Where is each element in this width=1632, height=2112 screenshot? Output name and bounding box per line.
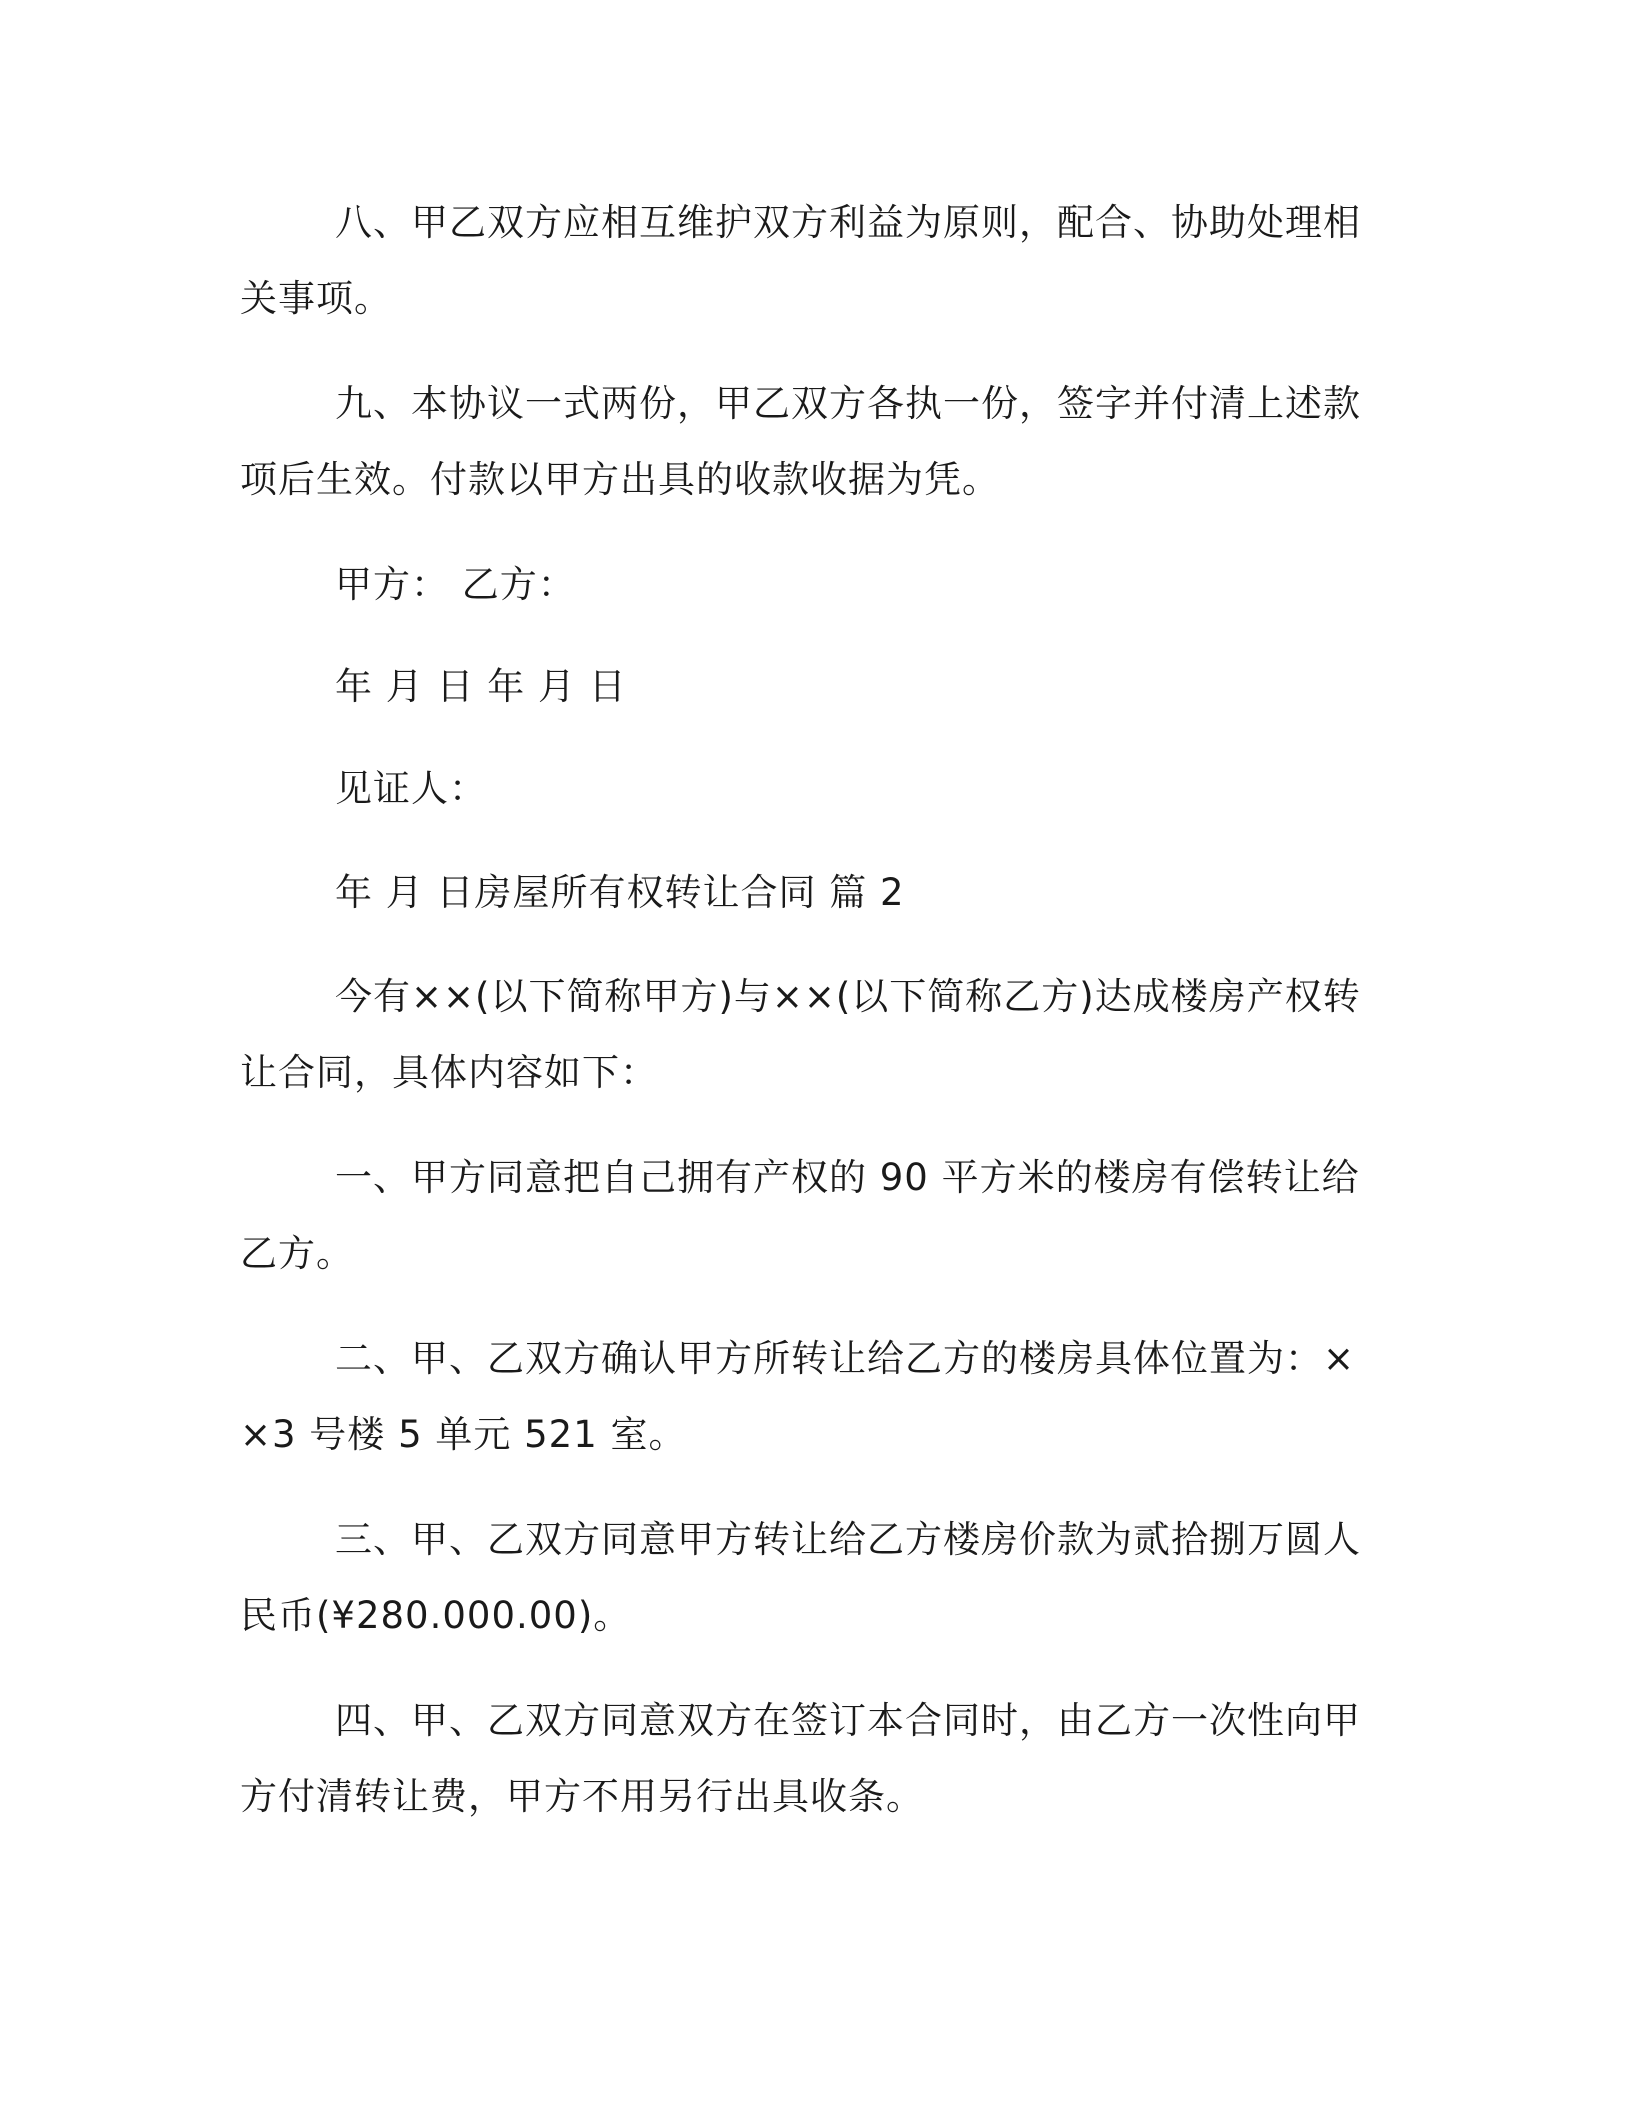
- clause-3-paragraph: 三、甲、乙双方同意甲方转让给乙方楼房价款为贰拾捌万圆人民币(¥280.000.00)。: [240, 1518, 1361, 1637]
- clause-9-paragraph: 九、本协议一式两份，甲乙双方各执一份，签字并付清上述款项后生效。付款以甲方出具的收款收据为凭。: [240, 382, 1361, 501]
- clause-1-paragraph: 一、甲方同意把自己拥有产权的 90 平方米的楼房有偿转让给乙方。: [240, 1156, 1360, 1275]
- contract-intro-paragraph: 今有××(以下简称甲方)与××(以下简称乙方)达成楼房产权转让合同，具体内容如下：: [240, 975, 1361, 1094]
- document-body: [240, 185, 1380, 1835]
- contract-title-2: 年 月 日房屋所有权转让合同 篇 2: [335, 871, 905, 914]
- clause-2-paragraph: 二、甲、乙双方确认甲方所转让给乙方的楼房具体位置为：××3 号楼 5 单元 521 室。: [240, 1337, 1356, 1456]
- signature-line: 甲方： 乙方：: [335, 563, 576, 606]
- witness-line: 见证人：: [335, 767, 487, 810]
- clause-4-paragraph: 四、甲、乙双方同意双方在签订本合同时，由乙方一次性向甲方付清转让费，甲方不用另行出具收条。: [240, 1699, 1361, 1818]
- clause-8-paragraph: 八、甲乙双方应相互维护双方利益为原则，配合、协助处理相关事项。: [240, 201, 1361, 320]
- date-line: 年 月 日 年 月 日: [335, 665, 627, 708]
